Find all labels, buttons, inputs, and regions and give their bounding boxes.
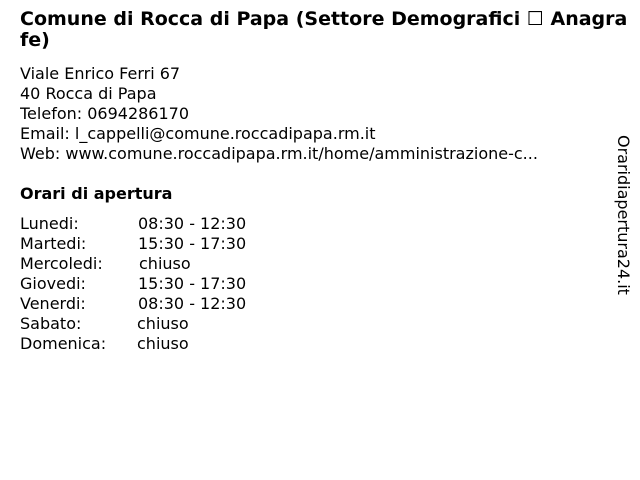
day-label: Sabato: <box>20 314 82 333</box>
site-watermark: Oraridiapertura24.it <box>614 135 633 295</box>
day-hours: 08:30 - 12:30 <box>138 294 247 313</box>
phone-number: Telefon: 0694286170 <box>20 104 190 123</box>
day-label: Lunedi: <box>20 214 79 233</box>
email-address: Email: l_cappelli@comune.roccadipapa.rm.it <box>20 124 376 143</box>
opening-hours-heading: Orari di apertura <box>20 184 173 203</box>
day-hours: 08:30 - 12:30 <box>138 214 247 233</box>
street-address: Viale Enrico Ferri 67 <box>20 64 181 83</box>
day-label: Domenica: <box>20 334 107 353</box>
city-address: 40 Rocca di Papa <box>20 84 157 103</box>
day-label: Venerdi: <box>20 294 86 313</box>
day-hours: 15:30 - 17:30 <box>138 234 247 253</box>
day-hours: 15:30 - 17:30 <box>138 274 247 293</box>
contact-block <box>20 64 600 164</box>
day-label: Giovedi: <box>20 274 86 293</box>
day-hours: chiuso <box>137 314 189 333</box>
web-address: Web: www.comune.roccadipapa.rm.it/home/amministrazione-c... <box>20 144 538 163</box>
page-title: Comune di Rocca di Papa (Settore Demografici ☐ Anagrafe) <box>20 8 628 51</box>
day-hours: chiuso <box>137 334 189 353</box>
day-hours: chiuso <box>139 254 191 273</box>
day-label: Martedi: <box>20 234 87 253</box>
day-label: Mercoledi: <box>20 254 103 273</box>
